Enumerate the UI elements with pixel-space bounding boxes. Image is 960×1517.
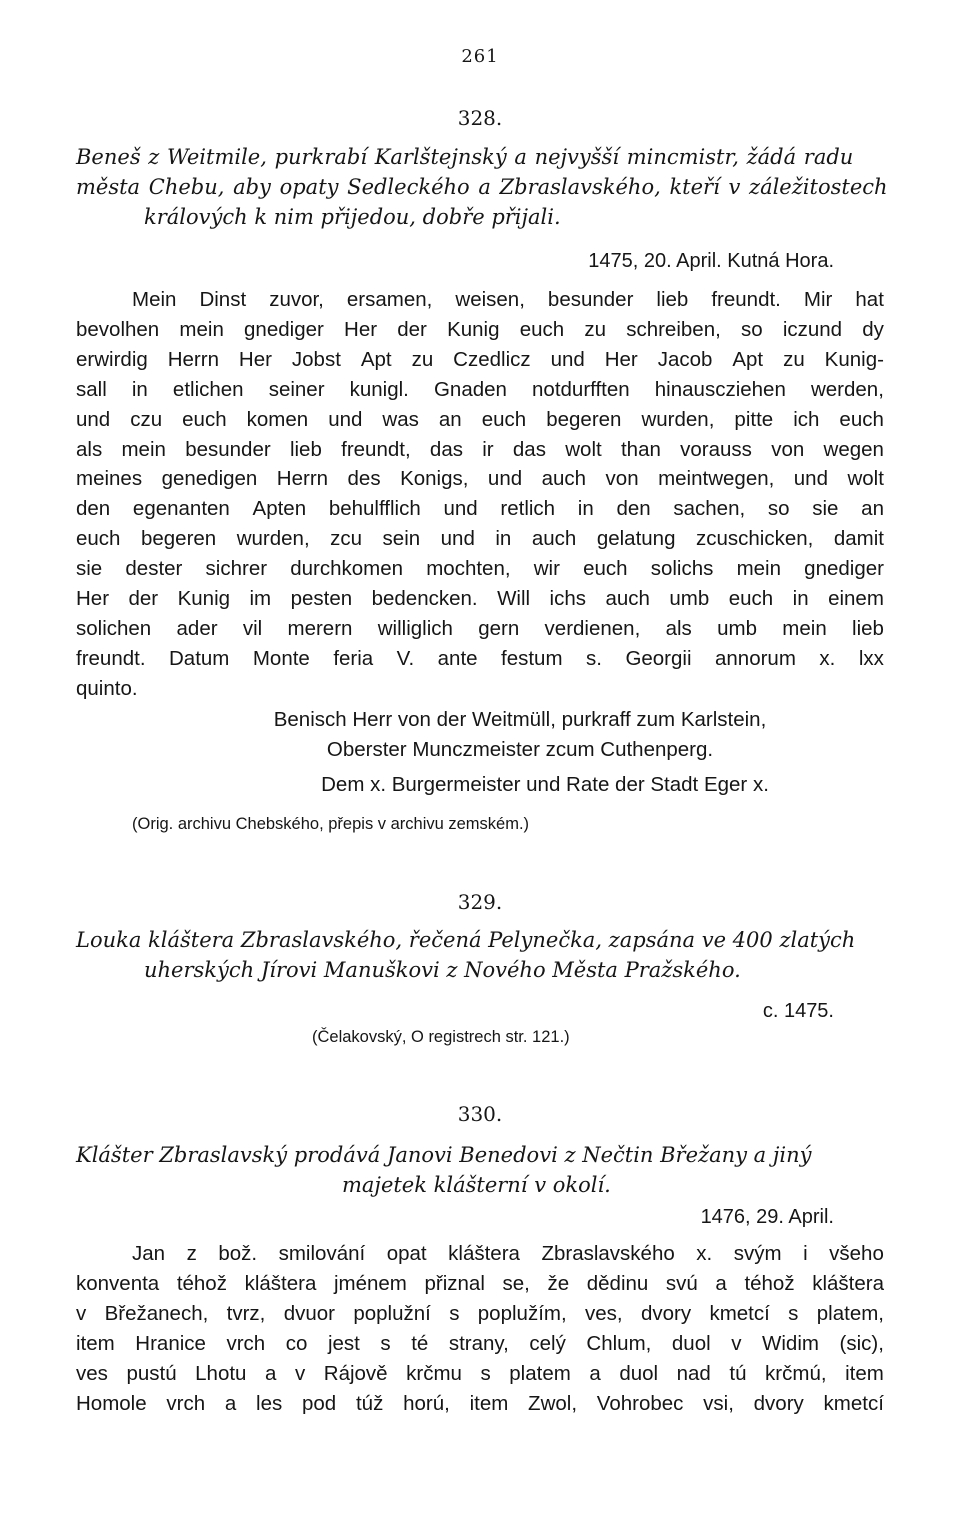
- regest-330: [76, 1140, 884, 1200]
- text-line: sall in etlichen seiner kunigl. Gnaden notdurfften hinauscziehen werden,: [76, 377, 884, 401]
- address-line: Dem x. Burgermeister und Rate der Stadt Eger x.: [321, 773, 769, 796]
- source-note-328: (Orig. archivu Chebského, přepis v archivu zemském.): [132, 815, 530, 833]
- text-line: erwirdig Herrn Her Jobst Apt zu Czedlicz und Her Jacob Apt zu Kunig-: [76, 347, 884, 371]
- deed-text-330: [76, 1239, 884, 1418]
- text-line: item Hranice vrch co jest s té strany, celý Chlum, duol v Widim (sic),: [76, 1331, 884, 1355]
- source-note-329: (Čelakovský, O registrech str. 121.): [312, 1028, 570, 1046]
- regest-line: Klášter Zbraslavský prodává Janovi Benedovi z Nečtin Břežany a jiný: [76, 1143, 812, 1167]
- text-line: freundt. Datum Monte feria V. ante festum s. Georgii annorum x. lxx: [76, 646, 884, 670]
- text-line: und czu euch komen und was an euch begeren wurden, pitte ich euch: [76, 407, 884, 431]
- regest-line: majetek klášterní v okolí.: [342, 1173, 611, 1197]
- text-line: konventa téhož kláštera jménem přiznal se, že dědinu svú a téhož kláštera: [76, 1271, 884, 1295]
- regest-line: Louka kláštera Zbraslavského, řečená Pelynečka, zapsána ve 400 zlatých: [76, 928, 856, 952]
- text-line: quinto.: [76, 676, 138, 700]
- text-line: Her der Kunig im pesten bedencken. Will ichs auch umb euch in einem: [76, 587, 884, 611]
- regest-line: uherských Jírovi Manuškovi z Nového Města Pražského.: [144, 958, 741, 982]
- text-line: solichen ader vil merern williglich gern verdienen, als umb mein lieb: [76, 616, 884, 640]
- regest-329: [76, 925, 884, 985]
- regest-line: králových k nim přijedou, dobře přijali.: [144, 205, 561, 229]
- text-line: euch begeren wurden, zcu sein und in auch gelatung zcuschicken, damit: [76, 527, 884, 551]
- text-line: als mein besunder lieb freundt, das ir das wolt than vorauss von wegen: [76, 437, 884, 461]
- text-line: Mein Dinst zuvor, ersamen, weisen, besunder lieb freundt. Mir hat: [132, 288, 884, 311]
- signature-line-1: Benisch Herr von der Weitmüll, purkraff zum Karlstein,: [273, 708, 767, 731]
- text-line: bevolhen mein gnediger Her der Kunig euch zu schreiben, so iczund dy: [76, 317, 884, 341]
- text-line: Homole vrch a les pod túž horú, item Zwol, Vohrobec vsi, dvory kmetcí: [76, 1391, 884, 1415]
- regest-line: města Chebu, aby opaty Sedleckého a Zbraslavského, kteří v záležitostech: [76, 175, 888, 199]
- regest-328: [76, 142, 888, 232]
- text-line: meines genedigen Herrn des Konigs, und auch von meintwegen, und wolt: [76, 467, 884, 491]
- text-line: ves pustú Lhotu a v Rájově krčmu s platem a duol nad tú krčmú, item: [76, 1361, 884, 1385]
- text-line: sie dester sichrer durchkomen mochten, wir euch solichs mein gnediger: [76, 557, 884, 581]
- document-number-329: 329.: [457, 890, 503, 914]
- regest-line: Beneš z Weitmile, purkrabí Karlštejnský a nejvyšší mincmistr, žádá radu: [76, 145, 854, 169]
- text-line: Jan z bož. smilování opat kláštera Zbraslavského x. svým i všeho: [132, 1242, 884, 1265]
- signature-line-2: Oberster Munczmeister zcum Cuthenperg.: [326, 738, 714, 761]
- date-place-328: 1475, 20. April. Kutná Hora.: [588, 250, 834, 272]
- text-line: den egenanten Apten behulfflich und retlich in den sachen, so sie an: [76, 497, 884, 521]
- date-330: 1476, 29. April.: [700, 1206, 834, 1228]
- document-number-330: 330.: [457, 1102, 503, 1126]
- text-line: v Břežanech, tvrz, dvuor poplužní s poplužím, ves, dvory kmetcí s platem,: [76, 1301, 884, 1325]
- page-number: 261: [461, 46, 499, 67]
- document-number-328: 328.: [457, 106, 503, 130]
- letter-text-328: [76, 285, 884, 704]
- date-329: c. 1475.: [762, 1000, 834, 1022]
